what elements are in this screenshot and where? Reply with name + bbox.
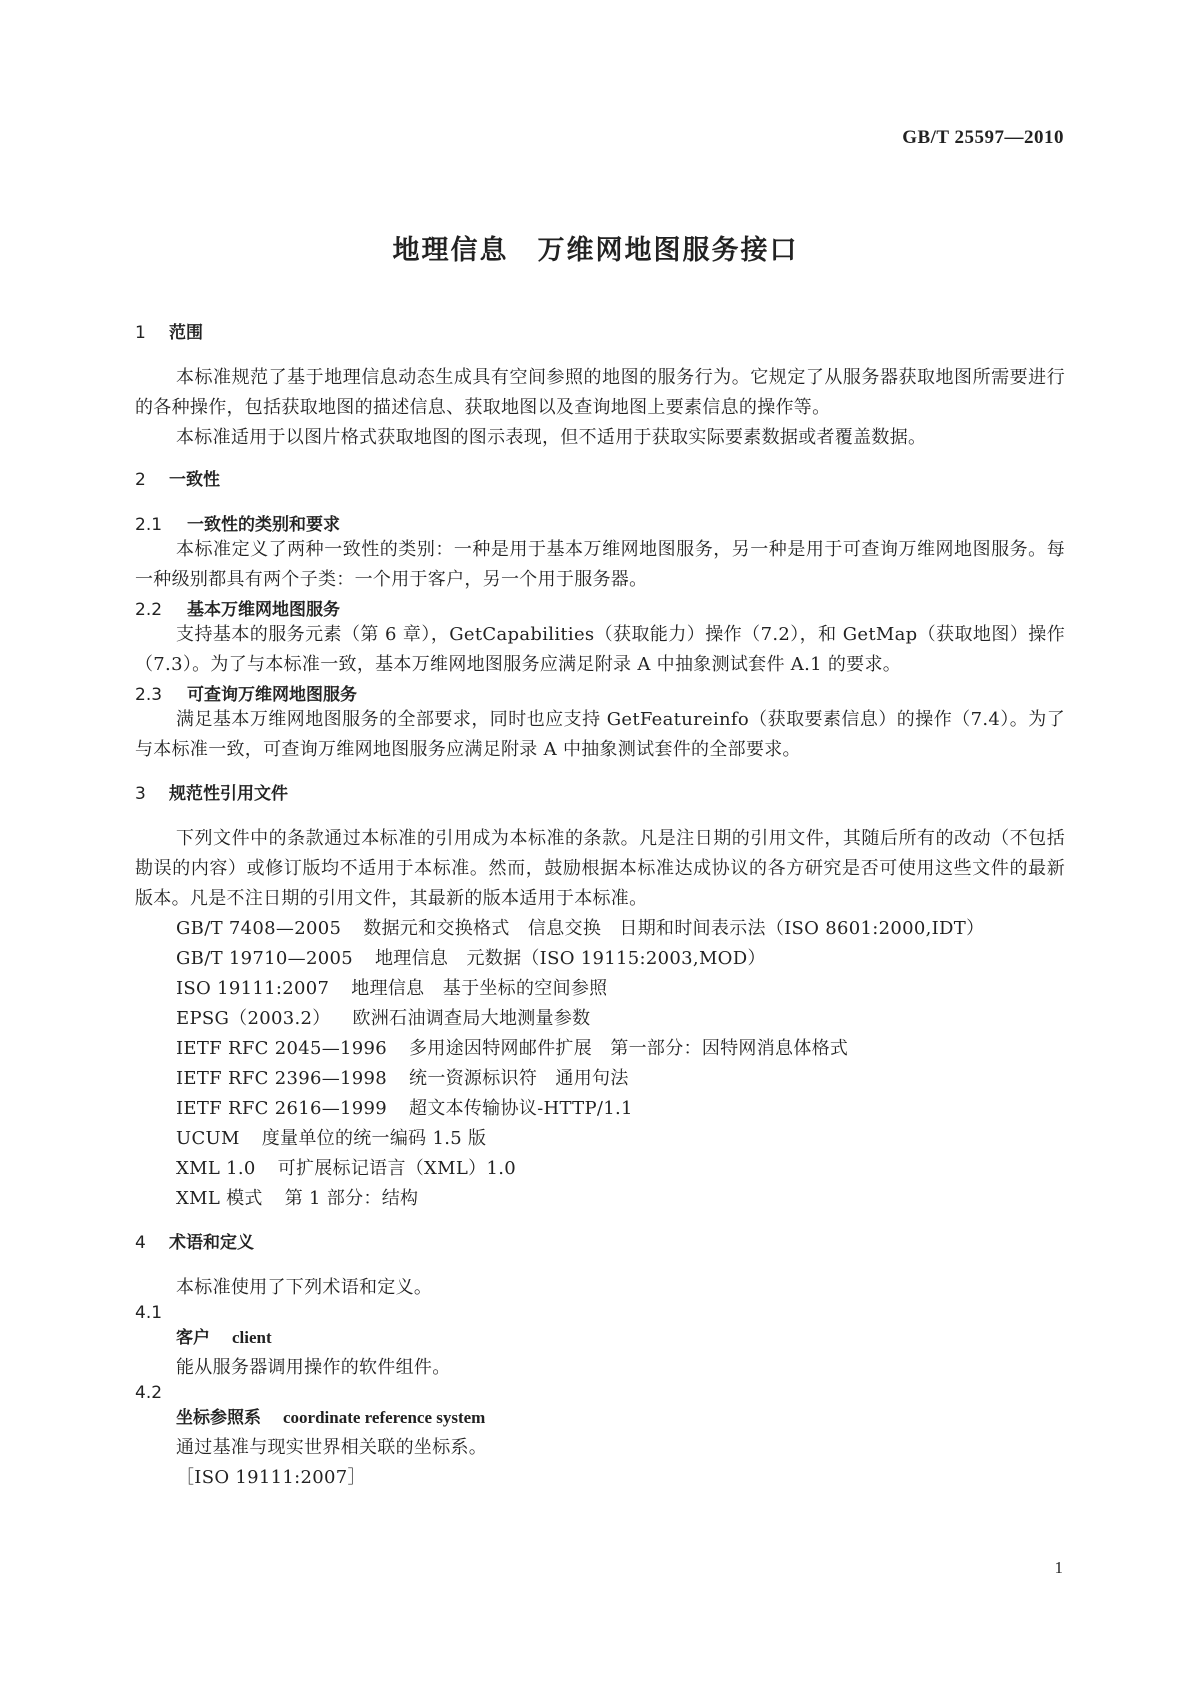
term-source: ［ISO 19111:2007］ [176, 1467, 366, 1488]
section-title: 术语和定义 [169, 1233, 254, 1253]
reference-code: XML 1.0 [176, 1158, 256, 1179]
section-4-heading [135, 1228, 1065, 1253]
reference-item [176, 974, 1065, 1004]
subsection-number: 2.1 [135, 515, 163, 535]
section-title: 规范性引用文件 [169, 784, 288, 804]
term-definition: 通过基准与现实世界相关联的坐标系。 [176, 1437, 488, 1458]
term-heading [176, 1403, 1065, 1433]
term-heading [176, 1323, 1065, 1353]
subsection-2-2-heading [135, 595, 1065, 620]
reference-title: 统一资源标识符 通用句法 [409, 1068, 629, 1089]
reference-title: 欧洲石油调查局大地测量参数 [352, 1008, 591, 1029]
reference-item [176, 1184, 1065, 1214]
paragraph: 本标准适用于以图片格式获取地图的图示表现，但不适用于获取实际要素数据或者覆盖数据。 [176, 427, 927, 448]
reference-code: EPSG（2003.2） [176, 1008, 331, 1029]
paragraph: 满足基本万维网地图服务的全部要求，同时也应支持 GetFeatureinfo（获取要素信息）的操作（7.4）。为了与本标准一致，可查询万维网地图服务应满足附录 A 中抽象测试套件的全部要求。 [135, 709, 1065, 760]
term-number: 4.2 [135, 1383, 163, 1403]
subsection-number: 2.3 [135, 685, 163, 705]
section-number: 2 [135, 470, 146, 490]
reference-code: ISO 19111:2007 [176, 978, 330, 999]
term-chinese: 坐标参照系 [176, 1408, 261, 1428]
reference-item [176, 1064, 1065, 1094]
reference-title: 多用途因特网邮件扩展 第一部分：因特网消息体格式 [409, 1038, 849, 1059]
reference-item [176, 1094, 1065, 1124]
paragraph: 本标准定义了两种一致性的类别：一种是用于基本万维网地图服务，另一种是用于可查询万维网地图服务。每一种级别都具有两个子类：一个用于客户，另一个用于服务器。 [135, 539, 1065, 590]
section-title: 范围 [169, 323, 203, 343]
subsection-title: 可查询万维网地图服务 [187, 685, 357, 705]
reference-title: 度量单位的统一编码 1.5 版 [261, 1128, 487, 1149]
reference-item [176, 1034, 1065, 1064]
reference-item [176, 1154, 1065, 1184]
reference-code: IETF RFC 2396—1998 [176, 1068, 388, 1089]
reference-item [176, 944, 1065, 974]
reference-code: GB/T 19710—2005 [176, 948, 353, 969]
subsection-title: 一致性的类别和要求 [187, 515, 340, 535]
reference-code: IETF RFC 2616—1999 [176, 1098, 388, 1119]
subsection-2-1-heading [135, 510, 1065, 535]
term-english: coordinate reference system [283, 1408, 486, 1427]
term-number: 4.1 [135, 1303, 163, 1323]
reference-item [176, 914, 1065, 944]
standard-code: GB/T 25597—2010 [902, 127, 1064, 148]
normative-references-list [135, 914, 1065, 1214]
section-number: 1 [135, 323, 146, 343]
reference-item [176, 1004, 1065, 1034]
section-1-heading [135, 318, 1065, 343]
reference-code: XML 模式 [176, 1188, 263, 1209]
reference-code: UCUM [176, 1128, 240, 1149]
reference-code: IETF RFC 2045—1996 [176, 1038, 388, 1059]
reference-title: 第 1 部分：结构 [284, 1188, 419, 1209]
section-number: 4 [135, 1233, 146, 1253]
section-number: 3 [135, 784, 146, 804]
section-3-heading [135, 779, 1065, 804]
reference-title: 超文本传输协议-HTTP/1.1 [409, 1098, 633, 1119]
paragraph: 本标准规范了基于地理信息动态生成具有空间参照的地图的服务行为。它规定了从服务器获取地图所需要进行的各种操作，包括获取地图的描述信息、获取地图以及查询地图上要素信息的操作等。 [135, 367, 1065, 418]
reference-title: 可扩展标记语言（XML）1.0 [277, 1158, 516, 1179]
section-title: 一致性 [169, 470, 220, 490]
term-chinese: 客户 [176, 1328, 210, 1348]
document-title: 地理信息 万维网地图服务接口 [392, 235, 799, 266]
subsection-number: 2.2 [135, 600, 163, 620]
subsection-title: 基本万维网地图服务 [187, 600, 340, 620]
section-2-heading [135, 465, 1065, 490]
paragraph: 本标准使用了下列术语和定义。 [176, 1277, 433, 1298]
reference-title: 地理信息 基于坐标的空间参照 [351, 978, 608, 999]
term-entry [135, 1383, 1065, 1493]
term-english: client [232, 1328, 272, 1347]
reference-title: 数据元和交换格式 信息交换 日期和时间表示法（ISO 8601:2000,IDT） [363, 918, 985, 939]
reference-title: 地理信息 元数据（ISO 19115:2003,MOD） [374, 948, 766, 969]
reference-code: GB/T 7408—2005 [176, 918, 342, 939]
page-number: 1 [1054, 1558, 1063, 1577]
document-body [135, 318, 1065, 1493]
term-definition: 能从服务器调用操作的软件组件。 [176, 1357, 451, 1378]
paragraph: 支持基本的服务元素（第 6 章），GetCapabilities（获取能力）操作（7.2），和 GetMap（获取地图）操作（7.3）。为了与本标准一致，基本万维网地图服务应满足附录 A 中抽象测试套件 A.1 的要求。 [135, 624, 1065, 675]
paragraph: 下列文件中的条款通过本标准的引用成为本标准的条款。凡是注日期的引用文件，其随后所有的改动（不包括勘误的内容）或修订版均不适用于本标准。然而，鼓励根据本标准达成协议的各方研究是否可使用这些文件的最新版本。凡是不注日期的引用文件，其最新的版本适用于本标准。 [135, 828, 1065, 909]
subsection-2-3-heading [135, 680, 1065, 705]
term-entry [135, 1303, 1065, 1383]
reference-item [176, 1124, 1065, 1154]
